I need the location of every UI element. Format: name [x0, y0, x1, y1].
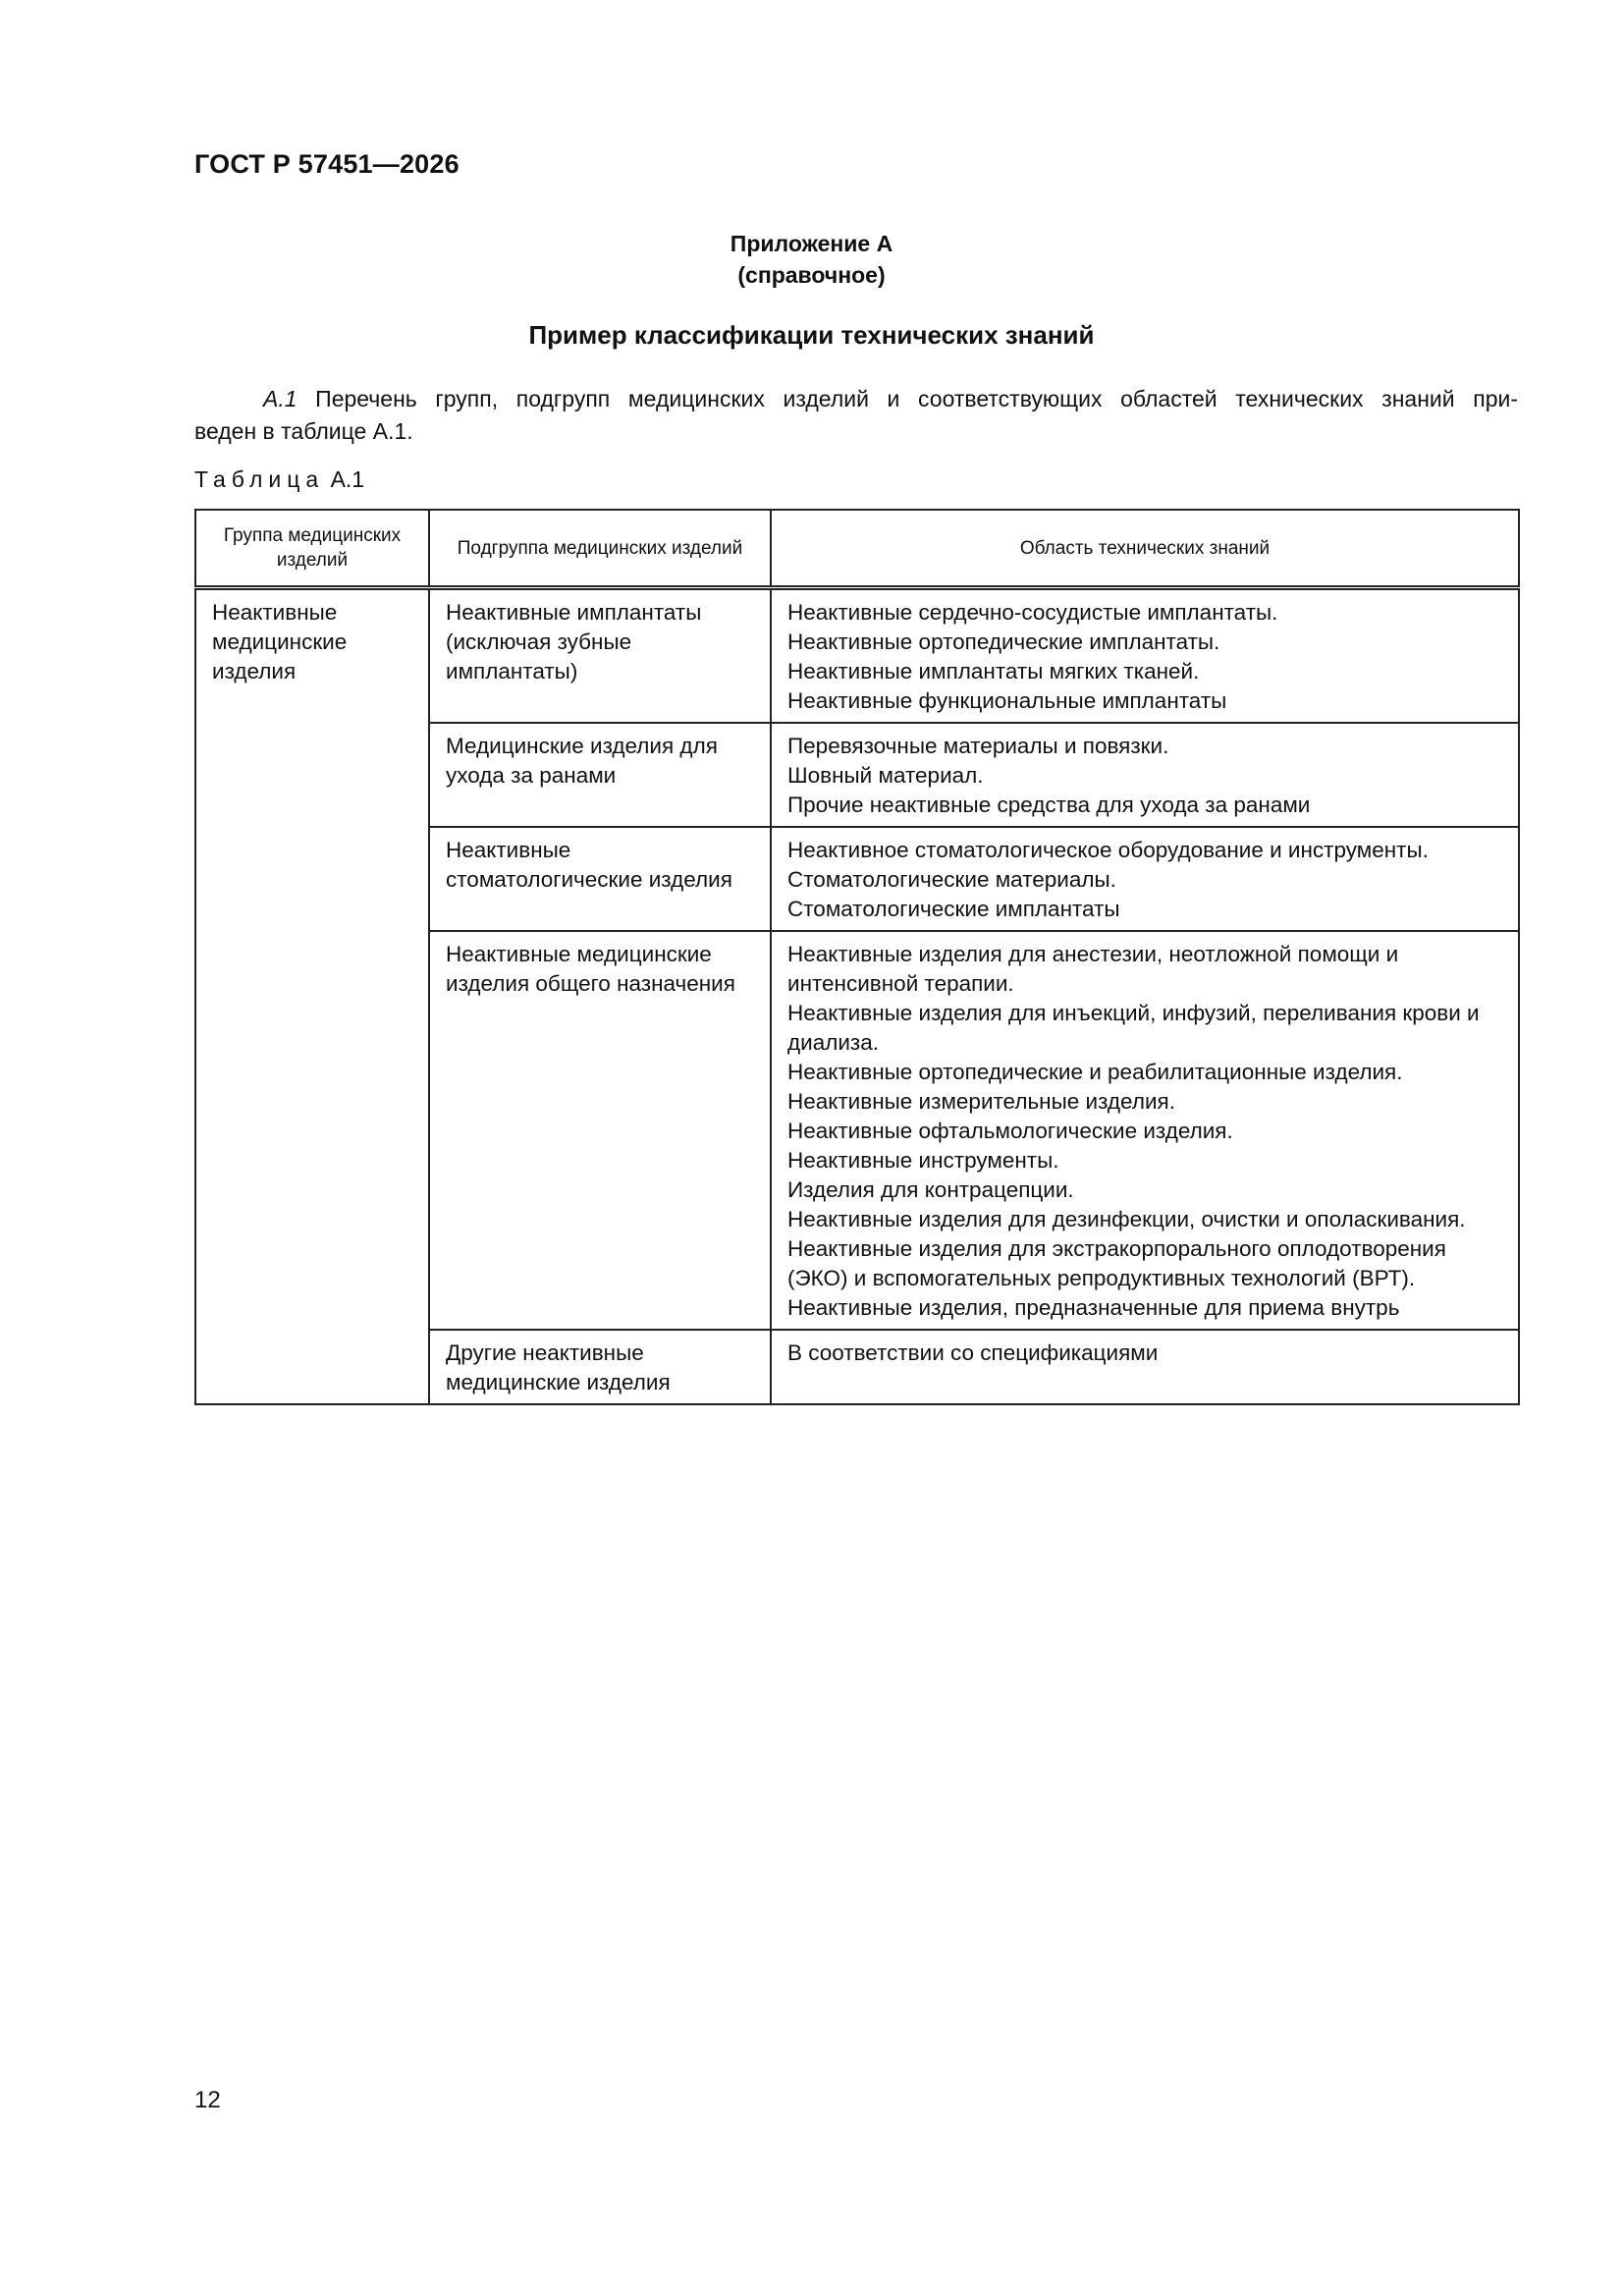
table-caption-number: А.1 — [330, 466, 365, 492]
area-item: Неактивные сердечно-сосудистые имплантаты. — [787, 600, 1278, 625]
appendix-type: (справочное) — [737, 262, 886, 288]
document-code: ГОСТ Р 57451—2026 — [194, 149, 460, 179]
subgroup-cell: Неактивные медицинские изделия общего назначения — [429, 931, 771, 1330]
appendix-heading — [0, 228, 1623, 291]
subgroup-cell: Медицинские изделия для ухода за ранами — [429, 723, 771, 827]
area-item: Неактивные измерительные изделия. — [787, 1089, 1175, 1114]
intro-paragraph — [194, 383, 1518, 448]
table-caption — [194, 466, 364, 493]
area-item: Неактивные инструменты. — [787, 1148, 1059, 1173]
subgroup-cell: Неактивные имплантаты (исключая зубные имплантаты) — [429, 588, 771, 724]
subgroup-cell: Неактивные стоматологические изделия — [429, 827, 771, 931]
area-cell — [771, 827, 1519, 931]
area-item: Изделия для контрацепции. — [787, 1177, 1074, 1202]
area-cell — [771, 1330, 1519, 1404]
table-body — [195, 588, 1519, 1405]
intro-text-1: Перечень групп, подгрупп медицинских изделий и соответствующих областей технических знаний при- — [297, 386, 1518, 411]
subgroup-cell: Другие неактивные медицинские изделия — [429, 1330, 771, 1404]
intro-number: А.1 — [263, 386, 298, 411]
area-item: Неактивные ортопедические и реабилитационные изделия. — [787, 1060, 1403, 1084]
group-cell: Неактивные медицинские изделия — [195, 588, 429, 1405]
area-item: Неактивные ортопедические имплантаты. — [787, 629, 1220, 654]
table-caption-word: Таблица — [194, 466, 325, 492]
area-cell — [771, 723, 1519, 827]
area-item: Неактивные изделия для инъекций, инфузий, переливания крови и диализа. — [787, 1001, 1480, 1055]
area-item: Неактивные функциональные имплантаты — [787, 688, 1227, 713]
area-item: Стоматологические материалы. — [787, 867, 1116, 892]
table-header-row — [195, 510, 1519, 588]
intro-line-1 — [194, 383, 1518, 415]
area-item: Неактивные офтальмологические изделия. — [787, 1119, 1233, 1143]
header-subgroup: Подгруппа медицинских изделий — [429, 510, 771, 588]
header-area: Область технических знаний — [771, 510, 1519, 588]
area-item: Прочие неактивные средства для ухода за ранами — [787, 793, 1311, 817]
area-item: Шовный материал. — [787, 763, 984, 788]
table-row — [195, 588, 1519, 724]
section-title: Пример классификации технических знаний — [528, 320, 1095, 350]
area-item: Стоматологические имплантаты — [787, 897, 1120, 921]
area-cell — [771, 588, 1519, 724]
area-item: Перевязочные материалы и повязки. — [787, 734, 1169, 758]
area-item: Неактивные изделия, предназначенные для приема внутрь — [787, 1295, 1400, 1320]
area-item: Неактивные изделия для анестезии, неотложной помощи и интенсивной терапии. — [787, 942, 1399, 996]
area-item: Неактивные изделия для экстракорпорального оплодотворения (ЭКО) и вспомогательных репродуктивных технологий (ВРТ). — [787, 1236, 1446, 1290]
classification-table — [194, 509, 1520, 1405]
area-item: Неактивные имплантаты мягких тканей. — [787, 659, 1200, 683]
area-item: Неактивное стоматологическое оборудование и инструменты. — [787, 838, 1429, 862]
intro-line-2: веден в таблице А.1. — [194, 418, 413, 444]
appendix-title: Приложение А — [730, 231, 893, 256]
page-number: 12 — [194, 2087, 221, 2113]
area-cell — [771, 931, 1519, 1330]
header-group: Группа медицинских изделий — [195, 510, 429, 588]
area-item: Неактивные изделия для дезинфекции, очистки и ополаскивания. — [787, 1207, 1466, 1231]
area-item: В соответствии со спецификациями — [787, 1340, 1159, 1365]
